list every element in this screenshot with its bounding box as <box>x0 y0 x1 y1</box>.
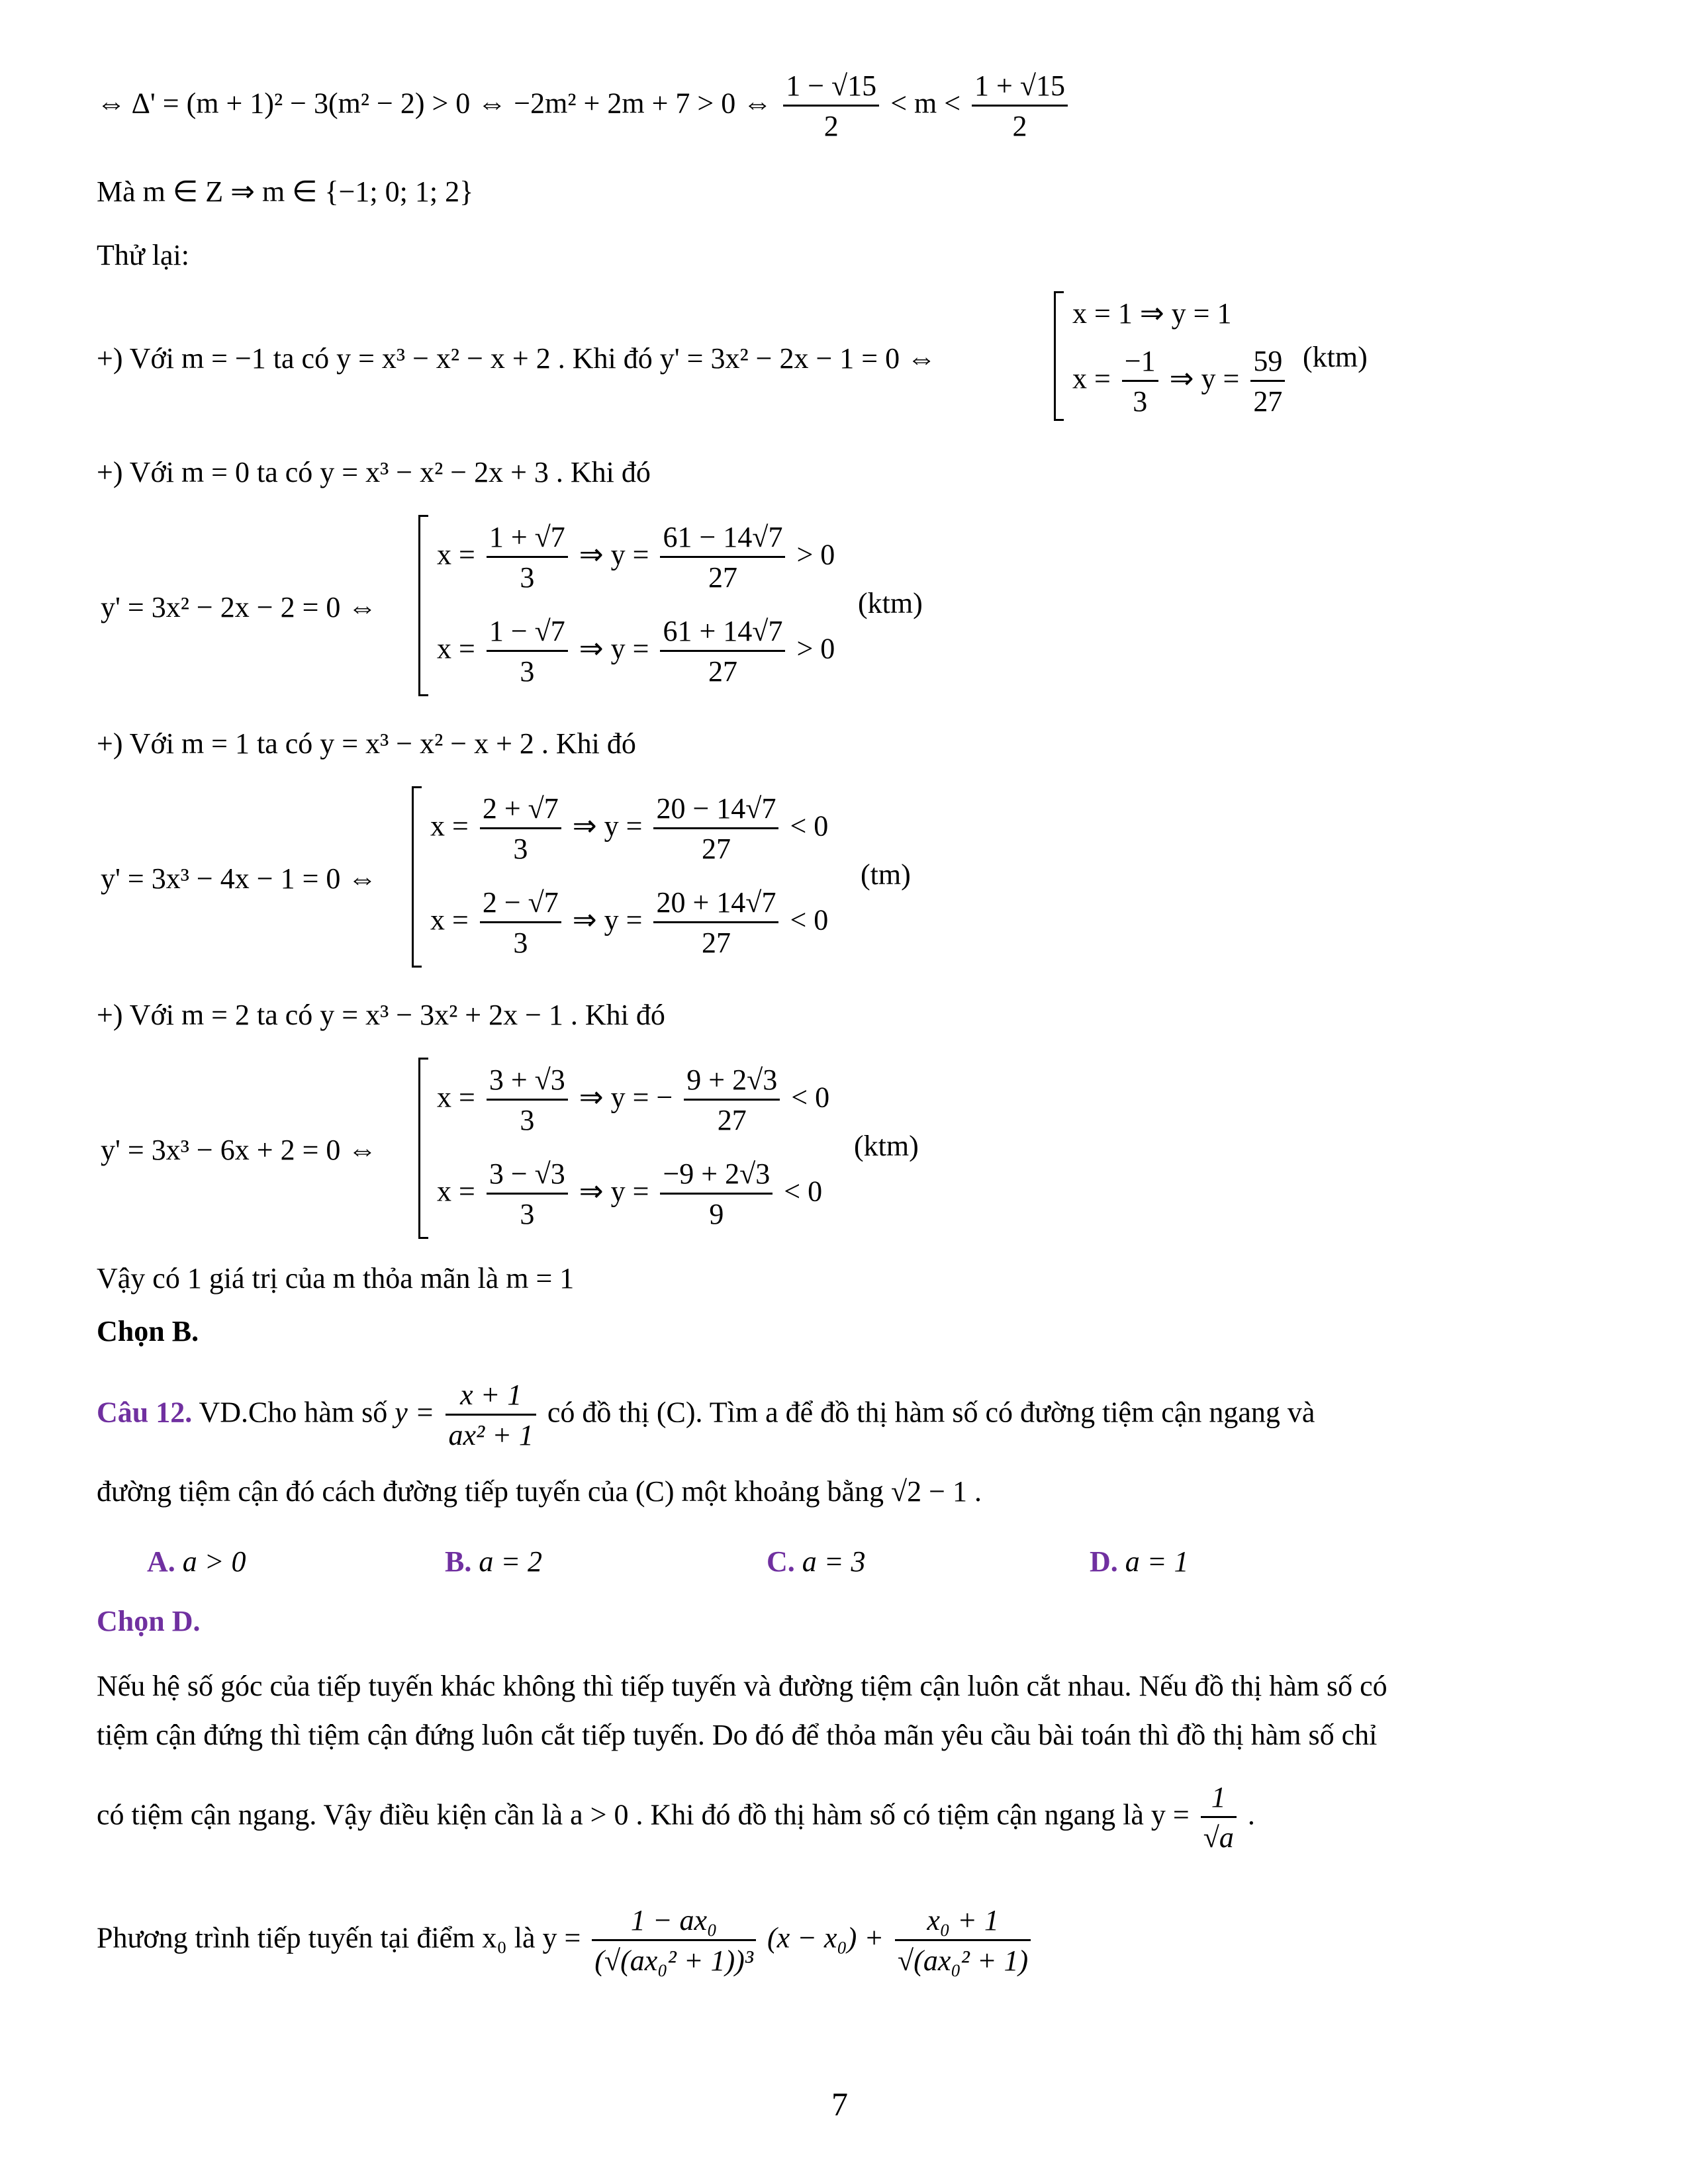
fraction-numerator: 9 + 2√3 <box>684 1066 780 1101</box>
option-value: a = 2 <box>479 1545 543 1578</box>
fraction-numerator: 2 + √7 <box>480 794 561 829</box>
fraction-denominator: 2 <box>1012 110 1027 142</box>
ma-line: Mà m ∈ Z ⇒ m ∈ {−1; 0; 1; 2} <box>97 175 474 208</box>
case-bracket <box>418 1058 428 1239</box>
option-label: A. <box>147 1545 175 1578</box>
option-value: a = 3 <box>802 1545 866 1578</box>
root-x-fraction <box>487 617 568 686</box>
fraction-numerator: 20 + 14√7 <box>653 888 778 923</box>
case-m2-root2: x = $\frac{3 - √3}{3}$ ⇒ y = $\frac{-9 + 2√3}{9}$ < 0 <box>437 1158 823 1230</box>
fraction-numerator: 2 − √7 <box>480 888 561 923</box>
case-m-neg1-root1: x = 1 ⇒ y = 1 <box>1072 297 1232 330</box>
root-x-fraction <box>487 1066 568 1135</box>
root-x-fraction <box>480 888 561 958</box>
fraction-denominator: (√(ax₀² + 1))³ <box>594 1944 753 1977</box>
root-y-fraction <box>1250 347 1285 416</box>
conclusion: Vậy có 1 giá trị của m thỏa mãn là m = 1 <box>97 1262 575 1295</box>
solution-text: Phương trình tiếp tuyến tại điểm x₀ là y = <box>97 1921 581 1954</box>
case-m0-root1: x = $\frac{1 + √7}{3}$ ⇒ y = $\frac{61 - 14√7}{27}$ > 0 <box>437 521 835 594</box>
answer-d: Chọn D. <box>97 1605 201 1637</box>
fraction-denominator: √a <box>1203 1821 1234 1854</box>
case-m2-intro: +) Với m = 2 ta có y = x³ − 3x² + 2x − 1 . Khi đó <box>97 999 665 1031</box>
question-12 <box>97 1381 1315 1450</box>
option-label: D. <box>1090 1545 1118 1578</box>
tangent-fraction-2 <box>895 1906 1031 1976</box>
tangent-middle: (x − x₀) + <box>767 1921 884 1954</box>
fraction-numerator: 61 − 14√7 <box>660 523 785 558</box>
fraction-denominator: 27 <box>701 927 731 959</box>
fraction-denominator: 27 <box>717 1104 747 1136</box>
case-m0-equation: y' = 3x² − 2x − 2 = 0 ⇔ <box>101 591 377 623</box>
root-x-fraction <box>1122 347 1158 416</box>
option-value: a > 0 <box>182 1545 246 1578</box>
case-m1-verdict: (tm) <box>861 858 911 891</box>
fraction-denominator: ax² + 1 <box>448 1419 534 1451</box>
root-y-fraction <box>660 617 785 686</box>
delta-fraction-1 <box>783 71 879 141</box>
solution-line-2: tiệm cận đứng thì tiệm cận đứng luôn cắt tiếp tuyến. Do đó để thỏa mãn yêu cầu bài toán thì đồ thị hàm số chỉ <box>97 1719 1378 1751</box>
root-x-fraction <box>487 1160 568 1229</box>
case-m1-equation: y' = 3x³ − 4x − 1 = 0 ⇔ <box>101 862 377 895</box>
fraction-denominator: √(ax₀² + 1) <box>898 1944 1029 1977</box>
fraction-denominator: 3 <box>513 927 528 959</box>
tangent-fraction-1 <box>592 1906 756 1976</box>
fraction-numerator: 3 + √3 <box>487 1066 568 1101</box>
inequality-tail: < 0 <box>790 903 829 936</box>
option-c[interactable] <box>767 1545 865 1578</box>
fraction-denominator: 27 <box>701 833 731 865</box>
root-y-fraction <box>660 523 785 592</box>
solution-line-4 <box>97 1906 1035 1976</box>
case-m0-root2: x = $\frac{1 - √7}{3}$ ⇒ y = $\frac{61 + 14√7}{27}$ > 0 <box>437 615 835 688</box>
fraction-denominator: 3 <box>520 1198 535 1230</box>
root-x-fraction <box>480 794 561 864</box>
fraction-numerator: 59 <box>1250 347 1285 382</box>
fraction-numerator: 1 − √15 <box>783 71 879 107</box>
inequality-tail: < 0 <box>790 809 829 842</box>
delta-text: ⇔ Δ' = (m + 1)² − 3(m² − 2) > 0 ⇔ −2m² + 2m + 7 > 0 ⇔ <box>97 87 773 120</box>
option-b[interactable] <box>445 1545 542 1578</box>
root-y-fraction <box>660 1160 773 1229</box>
fraction-denominator: 27 <box>708 655 737 688</box>
delta-line <box>97 71 1072 141</box>
fraction-numerator: 3 − √3 <box>487 1160 568 1195</box>
implies-y: ⇒ y = <box>579 1175 649 1208</box>
fraction-numerator: 1 − √7 <box>487 617 568 652</box>
implies-y: ⇒ y = − <box>579 1081 673 1114</box>
page-number: 7 <box>831 2085 848 2122</box>
case-bracket <box>1054 291 1064 421</box>
case-m0-verdict: (ktm) <box>858 587 923 619</box>
option-label: C. <box>767 1545 795 1578</box>
thu-lai-line: Thử lại: <box>97 239 189 271</box>
case-m-neg1-root2 <box>1072 347 1289 416</box>
case-m-neg1-intro: +) Với m = −1 ta có y = x³ − x² − x + 2 . Khi đó y' = 3x² − 2x − 1 = 0 ⇔ <box>97 342 937 375</box>
fraction-denominator: 27 <box>708 561 737 594</box>
inequality-tail: > 0 <box>796 632 835 665</box>
case-m2-root1: x = $\frac{3 + √3}{3}$ ⇒ y = − $\frac{9 + 2√3}{27}$ < 0 <box>437 1064 830 1136</box>
solution-line-3: có tiệm cận ngang. Vậy điều kiện cần là a > 0 . Khi đó đồ thị hàm số có tiệm cận ngang là y = $\frac{1}{√a}$ . <box>97 1781 1255 1854</box>
function-fraction <box>445 1381 536 1450</box>
fraction-numerator: x₀ + 1 <box>895 1906 1031 1941</box>
fraction-numerator: 1 + √7 <box>487 523 568 558</box>
function-lhs: y = <box>395 1396 435 1429</box>
delta-fraction-2 <box>972 71 1068 141</box>
root-y-fraction <box>653 794 778 864</box>
fraction-denominator: 3 <box>520 1104 535 1136</box>
case-m-neg1-verdict: (ktm) <box>1303 341 1368 373</box>
root-y-fraction <box>684 1066 780 1135</box>
question-text: VD.Cho hàm số <box>199 1396 388 1429</box>
case-m1-intro: +) Với m = 1 ta có y = x³ − x² − x + 2 . Khi đó <box>97 727 636 760</box>
asymptote-fraction <box>1201 1783 1237 1852</box>
case-bracket <box>412 786 422 968</box>
fraction-denominator: 2 <box>823 110 839 142</box>
question-text: có đồ thị (C). Tìm a để đồ thị hàm số có đường tiệm cận ngang và <box>547 1396 1315 1429</box>
fraction-denominator: 3 <box>513 833 528 865</box>
root-x-fraction <box>487 523 568 592</box>
solution-line-1: Nếu hệ số góc của tiếp tuyến khác không thì tiếp tuyến và đường tiệm cận luôn cắt nhau. Nếu đồ thị hàm số có <box>97 1670 1387 1702</box>
inequality-tail: < 0 <box>784 1175 823 1208</box>
fraction-numerator: −9 + 2√3 <box>660 1160 773 1195</box>
solution-text: có tiệm cận ngang. Vậy điều kiện cần là a > 0 . Khi đó đồ thị hàm số có tiệm cận ngang là y = <box>97 1798 1190 1831</box>
option-a[interactable] <box>147 1545 246 1578</box>
case-m2-verdict: (ktm) <box>854 1130 919 1162</box>
fraction-denominator: 3 <box>520 561 535 594</box>
fraction-numerator: x + 1 <box>445 1381 536 1416</box>
case-bracket <box>418 515 428 696</box>
fraction-numerator: −1 <box>1122 347 1158 382</box>
question-12-line2: đường tiệm cận đó cách đường tiếp tuyến của (C) một khoảng bằng √2 − 1 . <box>97 1475 982 1508</box>
fraction-denominator: 27 <box>1253 385 1283 418</box>
question-label: Câu 12. <box>97 1396 193 1429</box>
fraction-numerator: 1 <box>1201 1783 1237 1818</box>
delta-mid: < m < <box>890 87 961 120</box>
case-m2-equation: y' = 3x³ − 6x + 2 = 0 ⇔ <box>101 1134 377 1166</box>
implies-y: ⇒ y = <box>1169 362 1240 395</box>
option-label: B. <box>445 1545 472 1578</box>
root-label: x = <box>1072 362 1111 395</box>
case-m0-intro: +) Với m = 0 ta có y = x³ − x² − 2x + 3 . Khi đó <box>97 456 651 488</box>
answer-b: Chọn B. <box>97 1315 199 1347</box>
fraction-numerator: 1 − ax₀ <box>592 1906 756 1941</box>
fraction-numerator: 20 − 14√7 <box>653 794 778 829</box>
case-m1-root1: x = $\frac{2 + √7}{3}$ ⇒ y = $\frac{20 - 14√7}{27}$ < 0 <box>430 792 829 865</box>
fraction-denominator: 3 <box>1133 385 1148 418</box>
fraction-denominator: 9 <box>709 1198 724 1230</box>
inequality-tail: < 0 <box>791 1081 830 1114</box>
root-y-fraction <box>653 888 778 958</box>
case-m1-root2: x = $\frac{2 - √7}{3}$ ⇒ y = $\frac{20 + 14√7}{27}$ < 0 <box>430 886 829 959</box>
fraction-numerator: 61 + 14√7 <box>660 617 785 652</box>
option-d[interactable] <box>1090 1545 1188 1578</box>
inequality-tail: > 0 <box>796 538 835 571</box>
option-value: a = 1 <box>1125 1545 1189 1578</box>
fraction-denominator: 3 <box>520 655 535 688</box>
fraction-numerator: 1 + √15 <box>972 71 1068 107</box>
